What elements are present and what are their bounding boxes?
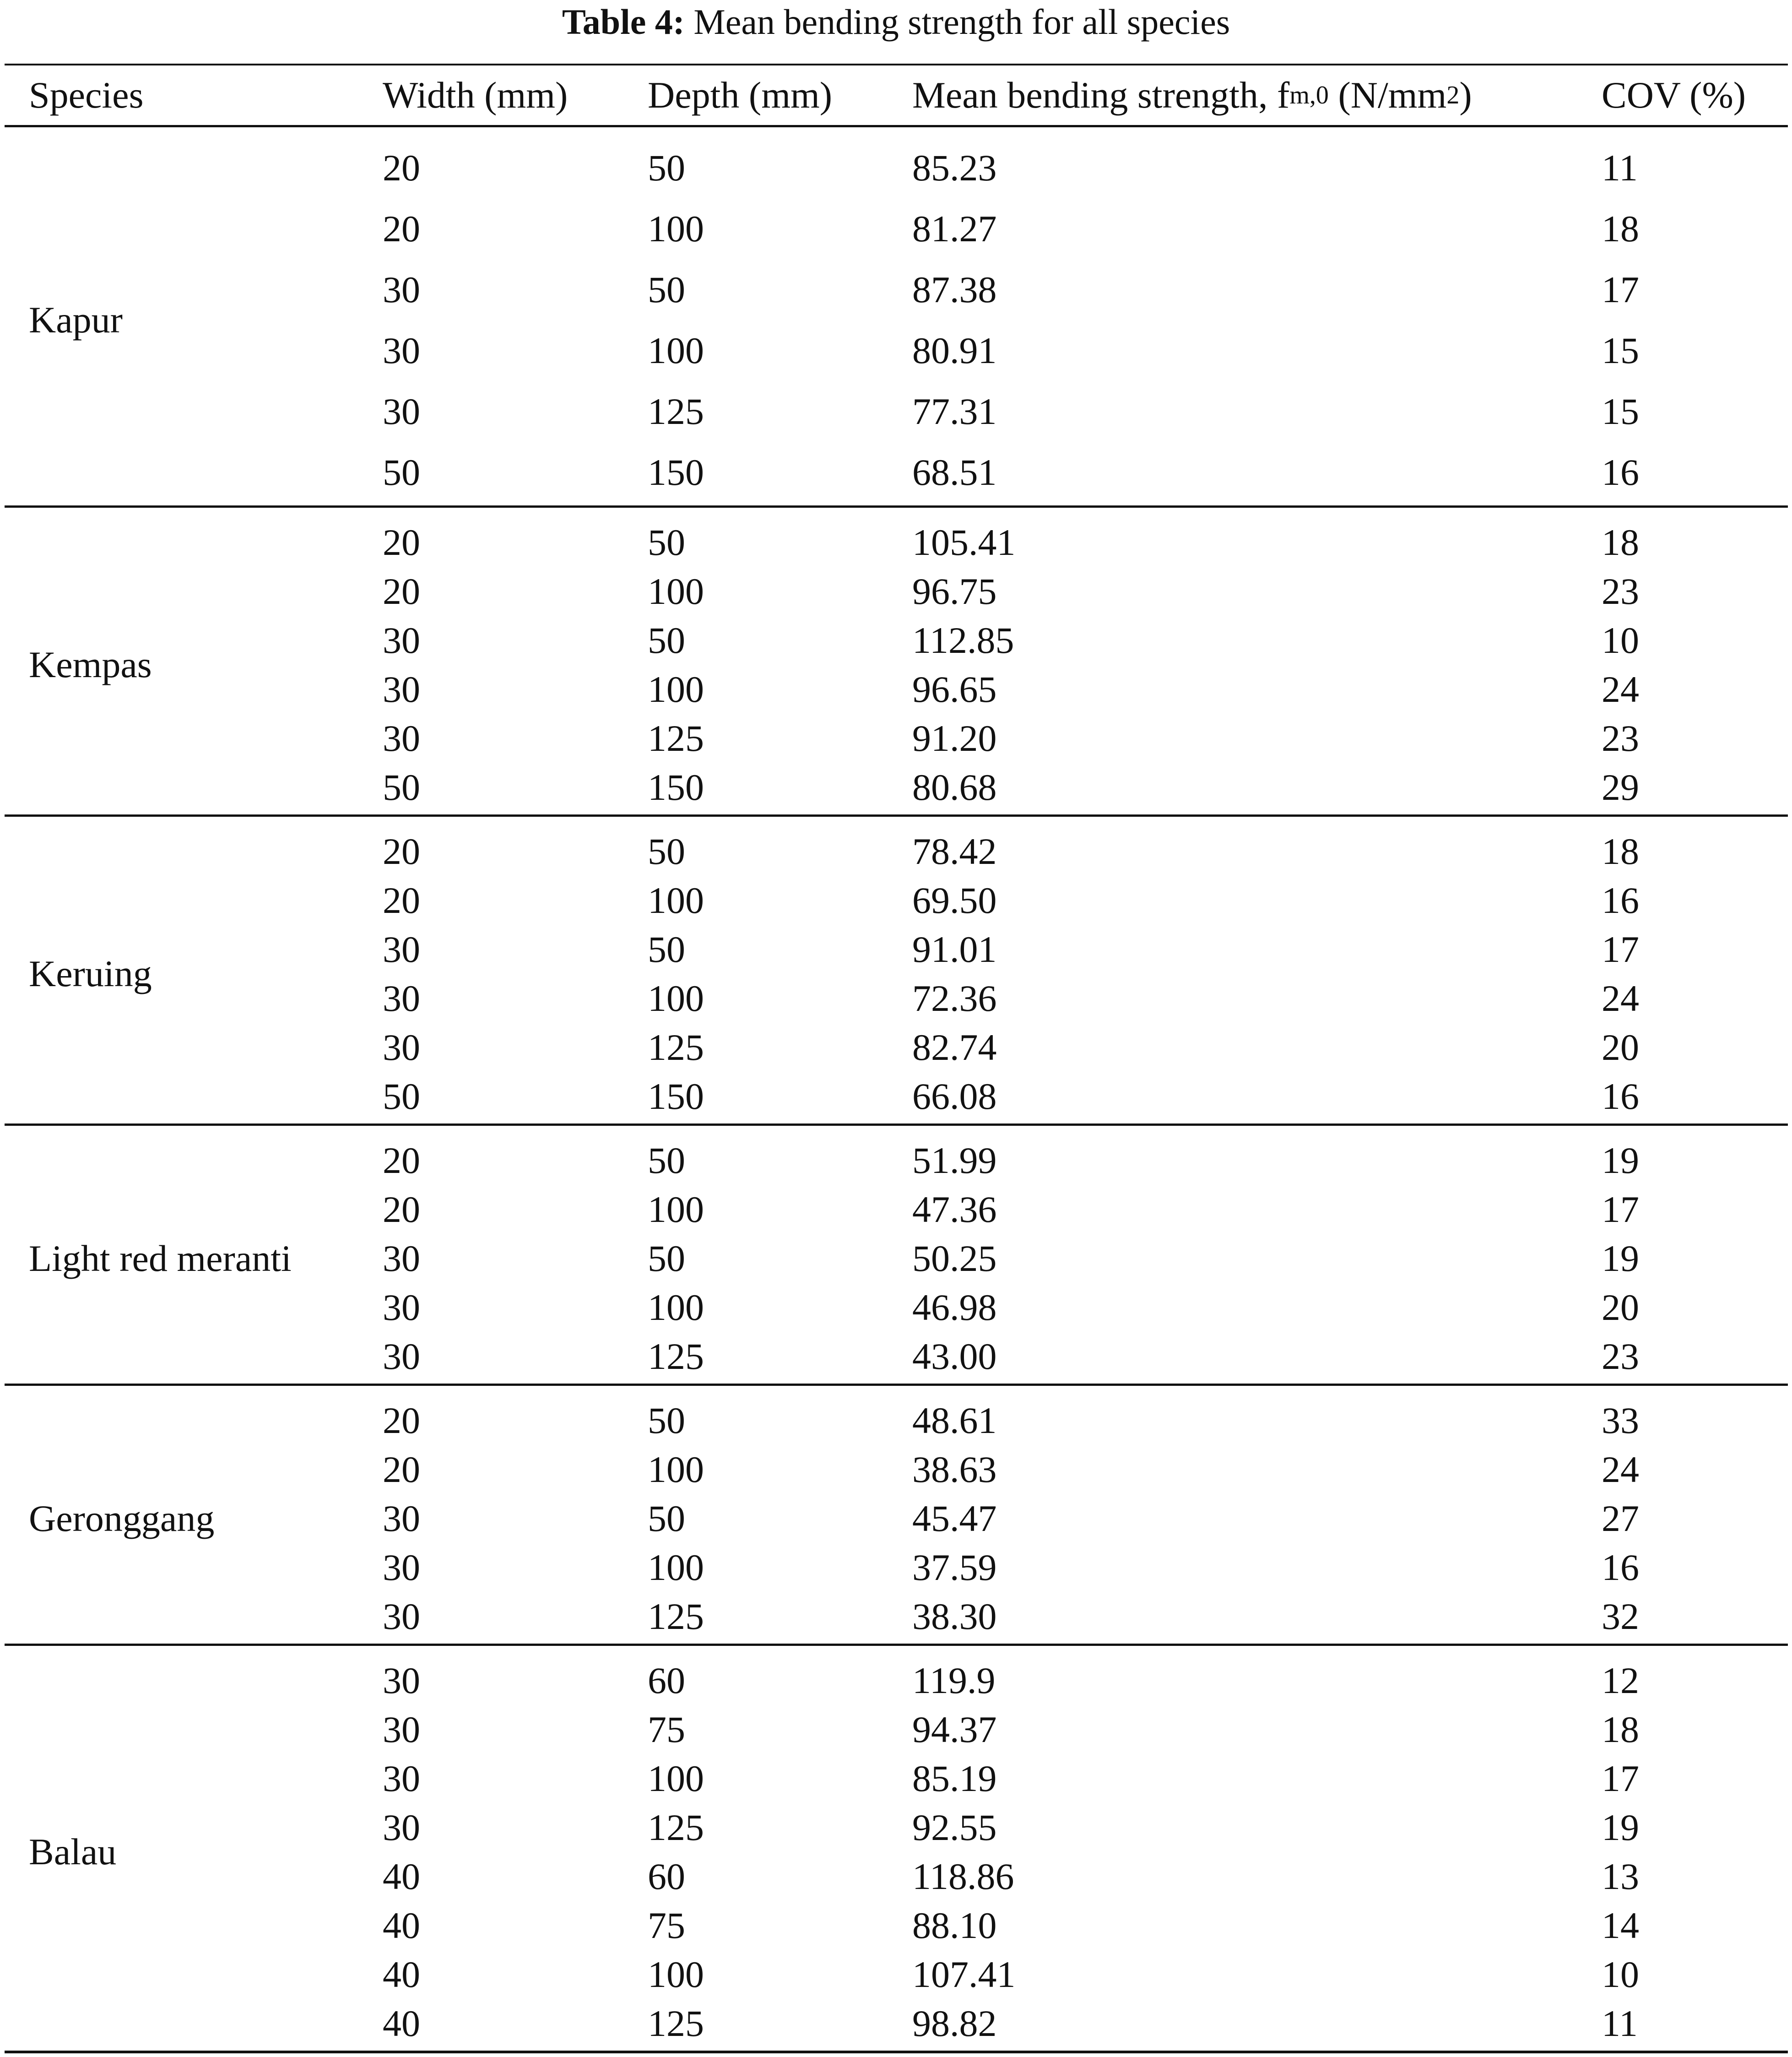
species-name: Geronggang	[29, 1497, 215, 1539]
group-rows	[5, 137, 1788, 503]
group-padding	[5, 1386, 1788, 1396]
species-group	[5, 1386, 1788, 1644]
width-cell: 30	[383, 1659, 420, 1701]
table-row	[5, 1656, 1788, 1705]
species-group	[5, 508, 1788, 814]
width-cell: 30	[383, 268, 420, 310]
group-padding	[5, 817, 1788, 827]
depth-cell: 50	[648, 1399, 685, 1441]
cov-cell: 19	[1602, 1806, 1639, 1848]
cov-cell: 19	[1602, 1237, 1639, 1279]
width-cell: 30	[383, 1546, 420, 1588]
table-row	[5, 1852, 1788, 1901]
cov-cell: 17	[1602, 928, 1639, 970]
table-row	[5, 1950, 1788, 1999]
width-cell: 20	[383, 1448, 420, 1490]
mean-cell: 98.82	[912, 2002, 997, 2044]
depth-cell: 100	[648, 1188, 704, 1230]
depth-cell: 125	[648, 717, 704, 759]
mean-cell: 119.9	[912, 1659, 996, 1701]
depth-cell: 60	[648, 1855, 685, 1897]
group-rows	[5, 827, 1788, 1121]
group-padding	[5, 1121, 1788, 1123]
table-row	[5, 1754, 1788, 1803]
table-row	[5, 1543, 1788, 1592]
width-cell: 40	[383, 1904, 420, 1946]
mean-cell: 91.01	[912, 928, 997, 970]
width-cell: 30	[383, 1026, 420, 1068]
width-cell: 20	[383, 830, 420, 872]
width-cell: 20	[383, 879, 420, 921]
table-row	[5, 1445, 1788, 1494]
table-row	[5, 1705, 1788, 1754]
cov-cell: 16	[1602, 879, 1639, 921]
cov-cell: 19	[1602, 1139, 1639, 1181]
mean-cell: 72.36	[912, 977, 997, 1019]
group-padding	[5, 812, 1788, 814]
cov-cell: 13	[1602, 1855, 1639, 1897]
header-mean-unit-close: )	[1459, 74, 1472, 116]
species-group	[5, 127, 1788, 505]
width-cell: 30	[383, 1806, 420, 1848]
mean-cell: 77.31	[912, 390, 997, 432]
cov-cell: 32	[1602, 1595, 1639, 1637]
width-cell: 40	[383, 2002, 420, 2044]
mean-cell: 66.08	[912, 1075, 997, 1117]
width-cell: 50	[383, 451, 420, 493]
mean-cell: 96.65	[912, 668, 997, 710]
cov-cell: 24	[1602, 668, 1639, 710]
mean-cell: 88.10	[912, 1904, 997, 1946]
cov-cell: 18	[1602, 207, 1639, 250]
header-mean-unit-open: (N/mm	[1328, 74, 1447, 116]
cov-cell: 11	[1602, 2002, 1638, 2044]
group-rows	[5, 1656, 1788, 2048]
species-name: Light red meranti	[29, 1237, 292, 1279]
depth-cell: 50	[648, 268, 685, 310]
table-row	[5, 714, 1788, 763]
bending-strength-table	[5, 64, 1788, 2053]
mean-cell: 51.99	[912, 1139, 997, 1181]
cov-cell: 24	[1602, 977, 1639, 1019]
cov-cell: 14	[1602, 1904, 1639, 1946]
width-cell: 30	[383, 928, 420, 970]
header-mean-bending-strength: Mean bending strength, f m,0 (N/mm 2 )	[912, 74, 1472, 116]
group-padding	[5, 2048, 1788, 2051]
depth-cell: 100	[648, 1448, 704, 1490]
depth-cell: 125	[648, 1595, 704, 1637]
width-cell: 20	[383, 1399, 420, 1441]
group-padding	[5, 1646, 1788, 1656]
table-row	[5, 925, 1788, 974]
cov-cell: 20	[1602, 1026, 1639, 1068]
table-row	[5, 442, 1788, 503]
cov-cell: 18	[1602, 1708, 1639, 1750]
cov-cell: 17	[1602, 1757, 1639, 1799]
header-row	[5, 65, 1788, 125]
width-cell: 20	[383, 521, 420, 563]
cov-cell: 16	[1602, 1075, 1639, 1117]
mean-cell: 92.55	[912, 1806, 997, 1848]
mean-cell: 46.98	[912, 1286, 997, 1328]
depth-cell: 100	[648, 1757, 704, 1799]
depth-cell: 100	[648, 1546, 704, 1588]
mean-cell: 37.59	[912, 1546, 997, 1588]
table-row	[5, 1234, 1788, 1283]
group-rows	[5, 1136, 1788, 1381]
depth-cell: 100	[648, 207, 704, 250]
width-cell: 30	[383, 329, 420, 371]
mean-cell: 48.61	[912, 1399, 997, 1441]
table-row	[5, 827, 1788, 876]
mean-cell: 107.41	[912, 1953, 1016, 1995]
depth-cell: 100	[648, 1286, 704, 1328]
mean-cell: 68.51	[912, 451, 997, 493]
mean-cell: 43.00	[912, 1335, 997, 1377]
table-row	[5, 1283, 1788, 1332]
table-row	[5, 381, 1788, 442]
mean-cell: 80.68	[912, 766, 997, 808]
cov-cell: 27	[1602, 1497, 1639, 1539]
depth-cell: 100	[648, 329, 704, 371]
depth-cell: 150	[648, 1075, 704, 1117]
species-group	[5, 1646, 1788, 2051]
width-cell: 30	[383, 1595, 420, 1637]
depth-cell: 50	[648, 1497, 685, 1539]
header-depth: Depth (mm)	[648, 74, 833, 116]
depth-cell: 125	[648, 2002, 704, 2044]
depth-cell: 75	[648, 1904, 685, 1946]
depth-cell: 50	[648, 147, 685, 189]
width-cell: 30	[383, 1237, 420, 1279]
depth-cell: 100	[648, 977, 704, 1019]
width-cell: 30	[383, 668, 420, 710]
table-row	[5, 1136, 1788, 1185]
depth-cell: 100	[648, 1953, 704, 1995]
mean-cell: 38.30	[912, 1595, 997, 1637]
table-body	[5, 127, 1788, 2053]
mean-cell: 94.37	[912, 1708, 997, 1750]
cov-cell: 10	[1602, 619, 1639, 661]
mean-cell: 87.38	[912, 268, 997, 310]
header-species: Species	[29, 74, 144, 116]
cov-cell: 33	[1602, 1399, 1639, 1441]
table-row	[5, 198, 1788, 259]
cov-cell: 29	[1602, 766, 1639, 808]
depth-cell: 100	[648, 879, 704, 921]
depth-cell: 50	[648, 521, 685, 563]
table-row	[5, 567, 1788, 616]
table-caption	[0, 0, 1792, 46]
mean-cell: 38.63	[912, 1448, 997, 1490]
table-row	[5, 1332, 1788, 1381]
mean-cell: 118.86	[912, 1855, 1014, 1897]
cov-cell: 23	[1602, 717, 1639, 759]
mean-cell: 96.75	[912, 570, 997, 612]
group-padding	[5, 1381, 1788, 1384]
depth-cell: 50	[648, 619, 685, 661]
cov-cell: 12	[1602, 1659, 1639, 1701]
cov-cell: 16	[1602, 1546, 1639, 1588]
width-cell: 20	[383, 570, 420, 612]
table-row	[5, 1023, 1788, 1072]
table-row	[5, 1999, 1788, 2048]
width-cell: 50	[383, 766, 420, 808]
cov-cell: 17	[1602, 1188, 1639, 1230]
width-cell: 30	[383, 1286, 420, 1328]
species-group	[5, 817, 1788, 1123]
mean-cell: 47.36	[912, 1188, 997, 1230]
caption-text: Mean bending strength for all species	[693, 2, 1230, 42]
table-row	[5, 1072, 1788, 1121]
width-cell: 20	[383, 207, 420, 250]
depth-cell: 50	[648, 1237, 685, 1279]
header-cov: COV (%)	[1602, 74, 1746, 116]
mean-cell: 82.74	[912, 1026, 997, 1068]
group-padding	[5, 127, 1788, 137]
mean-cell: 78.42	[912, 830, 997, 872]
mean-cell: 112.85	[912, 619, 1014, 661]
cov-cell: 20	[1602, 1286, 1639, 1328]
depth-cell: 75	[648, 1708, 685, 1750]
width-cell: 50	[383, 1075, 420, 1117]
table-row	[5, 137, 1788, 198]
table-row	[5, 1494, 1788, 1543]
species-group	[5, 1126, 1788, 1384]
width-cell: 20	[383, 147, 420, 189]
depth-cell: 60	[648, 1659, 685, 1701]
depth-cell: 50	[648, 928, 685, 970]
group-padding	[5, 1641, 1788, 1644]
width-cell: 30	[383, 1335, 420, 1377]
cov-cell: 16	[1602, 451, 1639, 493]
cov-cell: 15	[1602, 329, 1639, 371]
caption-label: Table 4:	[562, 2, 685, 42]
width-cell: 30	[383, 977, 420, 1019]
group-padding	[5, 1126, 1788, 1136]
mean-cell: 85.19	[912, 1757, 997, 1799]
cov-cell: 23	[1602, 1335, 1639, 1377]
cov-cell: 23	[1602, 570, 1639, 612]
table-row	[5, 763, 1788, 812]
depth-cell: 125	[648, 390, 704, 432]
cov-cell: 11	[1602, 147, 1638, 189]
depth-cell: 100	[648, 668, 704, 710]
cov-cell: 24	[1602, 1448, 1639, 1490]
mean-cell: 91.20	[912, 717, 997, 759]
depth-cell: 50	[648, 1139, 685, 1181]
depth-cell: 125	[648, 1026, 704, 1068]
header-mean-prefix: Mean bending strength, f	[912, 74, 1290, 116]
group-padding	[5, 503, 1788, 505]
cov-cell: 17	[1602, 268, 1639, 310]
header-width: Width (mm)	[383, 74, 568, 116]
width-cell: 30	[383, 1497, 420, 1539]
width-cell: 30	[383, 1757, 420, 1799]
depth-cell: 150	[648, 451, 704, 493]
width-cell: 30	[383, 390, 420, 432]
table-row	[5, 1901, 1788, 1950]
depth-cell: 150	[648, 766, 704, 808]
table-row	[5, 1185, 1788, 1234]
table-row	[5, 518, 1788, 567]
bottom-rule	[5, 2051, 1788, 2053]
cov-cell: 10	[1602, 1953, 1639, 1995]
width-cell: 20	[383, 1188, 420, 1230]
table-row	[5, 665, 1788, 714]
depth-cell: 50	[648, 830, 685, 872]
mean-cell: 81.27	[912, 207, 997, 250]
cov-cell: 18	[1602, 521, 1639, 563]
depth-cell: 100	[648, 570, 704, 612]
depth-cell: 125	[648, 1335, 704, 1377]
species-name: Kapur	[29, 299, 123, 341]
mean-cell: 85.23	[912, 147, 997, 189]
species-name: Balau	[29, 1831, 117, 1872]
group-rows	[5, 518, 1788, 812]
table-row	[5, 616, 1788, 665]
table-row	[5, 974, 1788, 1023]
cov-cell: 15	[1602, 390, 1639, 432]
species-name: Keruing	[29, 953, 152, 994]
table-row	[5, 1396, 1788, 1445]
mean-cell: 50.25	[912, 1237, 997, 1279]
table-row	[5, 320, 1788, 381]
mean-cell: 80.91	[912, 329, 997, 371]
table-row	[5, 876, 1788, 925]
table-row	[5, 1592, 1788, 1641]
group-padding	[5, 508, 1788, 518]
mean-cell: 105.41	[912, 521, 1016, 563]
group-rows	[5, 1396, 1788, 1641]
width-cell: 30	[383, 619, 420, 661]
depth-cell: 125	[648, 1806, 704, 1848]
mean-cell: 69.50	[912, 879, 997, 921]
width-cell: 30	[383, 717, 420, 759]
width-cell: 40	[383, 1953, 420, 1995]
species-name: Kempas	[29, 644, 152, 685]
width-cell: 20	[383, 1139, 420, 1181]
width-cell: 40	[383, 1855, 420, 1897]
table-row	[5, 259, 1788, 320]
cov-cell: 18	[1602, 830, 1639, 872]
table-row	[5, 1803, 1788, 1852]
width-cell: 30	[383, 1708, 420, 1750]
mean-cell: 45.47	[912, 1497, 997, 1539]
